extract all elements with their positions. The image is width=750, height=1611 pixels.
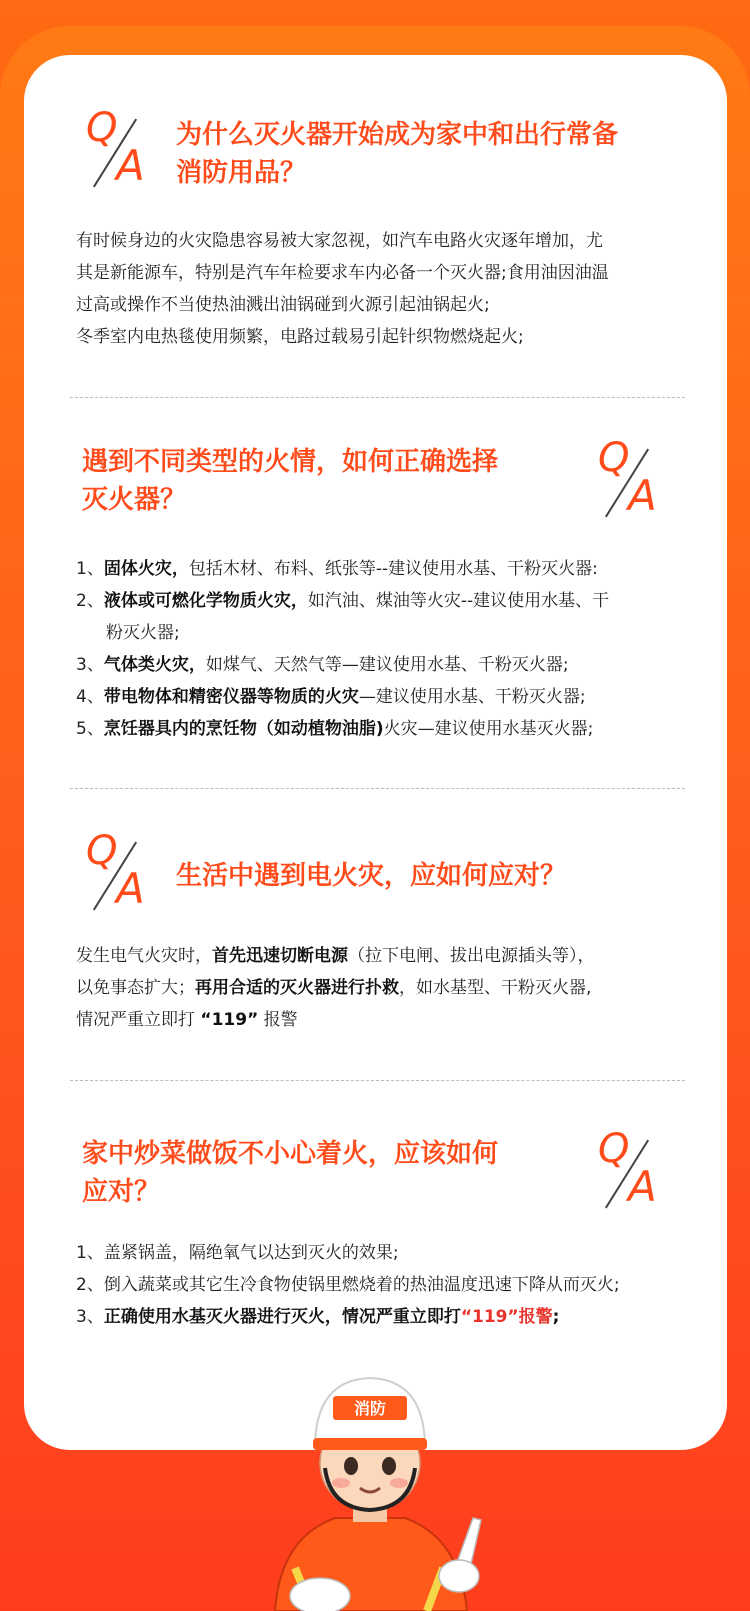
q-letter: Q <box>86 828 118 874</box>
dashed-divider <box>70 788 685 789</box>
section3-title <box>176 857 566 895</box>
qa-icon <box>80 830 160 916</box>
helmet-text: 消防 <box>353 1399 387 1418</box>
paragraph-line <box>76 1004 716 1036</box>
paragraph-line: 有时候身边的火灾隐患容易被大家忽视，如汽车电路火灾逐年增加，尤 <box>76 231 603 251</box>
right-glove <box>439 1560 479 1592</box>
paragraph-line: 过高或操作不当使热油溅出油锅碰到火源引起油锅起火; <box>76 295 490 315</box>
list-item <box>76 585 716 617</box>
left-glove <box>290 1578 350 1611</box>
item-bold: 液体或可燃化学物质火灾， <box>103 591 308 611</box>
item-continuation: 粉灭火器; <box>106 623 180 643</box>
text-run: 情况严重立即打 <box>76 1010 195 1030</box>
text-run: （拉下电闸、拔出电源插头等）， <box>348 946 595 966</box>
bold-run: “119” <box>200 1010 259 1030</box>
section1-title <box>176 116 618 192</box>
cheek <box>390 1478 408 1488</box>
item-bold: 正确使用水基灭火器进行灭火，情况严重立即打 <box>103 1307 461 1327</box>
q-letter: Q <box>86 105 118 151</box>
section4-title <box>82 1135 498 1211</box>
section3-paragraph <box>76 940 716 1036</box>
section2-title-line2: 灭火器？ <box>82 485 187 515</box>
section4-list <box>76 1237 721 1333</box>
a-letter: A <box>628 1162 657 1211</box>
item-bold: 气体类火灾， <box>103 655 206 675</box>
helmet-band <box>313 1438 427 1450</box>
list-item <box>76 681 716 713</box>
bold-run: 再用合适的灭火器进行扑救 <box>195 978 399 998</box>
item-number: 3、 <box>76 655 104 675</box>
section1-title-line1: 为什么灭火器开始成为家中和出行常备 <box>176 120 619 150</box>
cheek <box>332 1478 350 1488</box>
item-text: 如汽油、煤油等火灾--建议使用水基、干 <box>307 591 610 611</box>
text-run: 发生电气火灾时， <box>76 946 212 966</box>
dashed-divider <box>70 397 685 398</box>
section2-title <box>82 443 498 519</box>
left-eye <box>344 1457 358 1475</box>
qa-icon <box>592 1128 672 1214</box>
item-text: 盖紧锅盖，隔绝氧气以达到灭火的效果; <box>103 1243 399 1263</box>
section2-title-line1: 遇到不同类型的火情，如何正确选择 <box>82 447 499 477</box>
section1-paragraph <box>76 225 706 353</box>
section4-title-line2: 应对？ <box>82 1177 161 1207</box>
bold-run: 首先迅速切断电源 <box>212 946 348 966</box>
qa-icon <box>592 437 672 523</box>
item-number: 1、 <box>76 559 104 579</box>
paragraph-line <box>76 940 716 972</box>
item-number: 4、 <box>76 687 104 707</box>
item-bold: 固体火灾， <box>103 559 189 579</box>
list-item <box>76 649 716 681</box>
section1-title-line2: 消防用品？ <box>176 158 307 188</box>
item-bold: 带电物体和精密仪器等物质的火灾 <box>103 687 359 707</box>
a-letter: A <box>116 864 145 913</box>
item-number: 2、 <box>76 591 104 611</box>
item-number: 3、 <box>76 1307 104 1327</box>
list-item <box>76 553 716 585</box>
q-letter: Q <box>598 435 630 481</box>
item-number: 5、 <box>76 719 104 739</box>
item-text: 包括木材、布料、纸张等--建议使用水基、干粉灭火器: <box>188 559 598 579</box>
list-item <box>76 1237 721 1269</box>
item-end: ; <box>552 1307 560 1327</box>
item-number: 1、 <box>76 1243 104 1263</box>
paragraph-line <box>76 972 716 1004</box>
text-run: 以免事态扩大； <box>76 978 195 998</box>
qa-card <box>24 55 727 1450</box>
paragraph-line: 其是新能源车，特别是汽车年检要求车内必备一个灭火器;食用油因油温 <box>76 263 609 283</box>
a-letter: A <box>628 471 657 520</box>
list-item <box>76 1301 721 1333</box>
item-text: —建议使用水基、干粉灭火器; <box>358 687 586 707</box>
item-number: 2、 <box>76 1275 104 1295</box>
text-run: ，如水基型、干粉灭火器, <box>399 978 592 998</box>
paragraph-line: 冬季室内电热毯使用频繁，电路过载易引起针织物燃烧起火; <box>76 327 524 347</box>
a-letter: A <box>116 141 145 190</box>
item-text: 如煤气、天然气等—建议使用水基、千粉灭火器; <box>205 655 569 675</box>
item-text: 倒入蔬菜或其它生冷食物使锅里燃烧着的热油温度迅速下降从而灭火; <box>103 1275 620 1295</box>
list-item <box>76 1269 721 1301</box>
section3-title-line1: 生活中遇到电火灾，应如何应对？ <box>176 861 567 891</box>
section4-title-line1: 家中炒菜做饭不小心着火，应该如何 <box>82 1139 499 1169</box>
right-eye <box>382 1457 396 1475</box>
q-letter: Q <box>598 1126 630 1172</box>
list-item <box>76 713 716 745</box>
section2-list <box>76 553 716 745</box>
item-text: 火灾—建议使用水基灭火器; <box>383 719 594 739</box>
qa-icon <box>80 107 160 193</box>
item-bold: 烹饪器具内的烹饪物（如动植物油脂) <box>103 719 384 739</box>
firefighter-illustration <box>235 1368 505 1611</box>
text-run: 报警 <box>263 1010 298 1030</box>
emergency-number: “119”报警 <box>460 1307 553 1327</box>
dashed-divider <box>70 1080 685 1081</box>
